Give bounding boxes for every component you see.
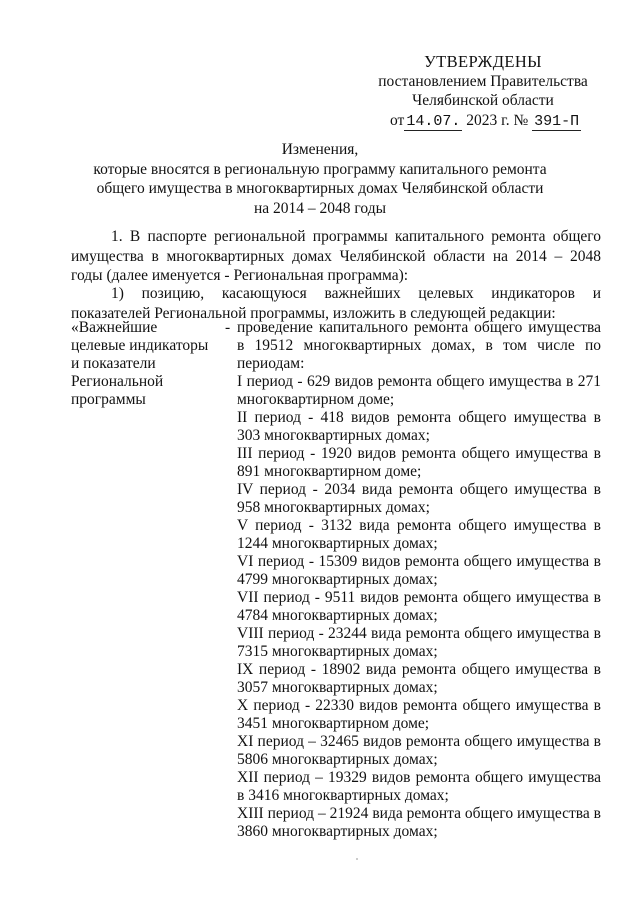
period-list	[237, 373, 601, 841]
period-item: X период - 22330 видов ремонта общего имущества в 3451 многоквартирном доме;	[237, 697, 601, 732]
approval-date-line	[372, 111, 594, 132]
approval-number: 391-П	[534, 112, 580, 130]
period-item: II период - 418 видов ремонта общего имущества в 303 многоквартирных домах;	[237, 409, 601, 444]
period-item: I период - 629 видов ремонта общего имущества в 271 многоквартирном доме;	[237, 373, 601, 408]
period-item: III период - 1920 видов ремонта общего имущества в 891 многоквартирном доме;	[237, 445, 601, 480]
indicator-label-line: Региональной	[71, 373, 164, 390]
approval-line-government: постановлением Правительства	[378, 72, 588, 90]
approval-line-region: Челябинской области	[412, 92, 554, 109]
title-line-2: которые вносятся в региональную программу капитального ремонта	[93, 160, 547, 178]
period-item: VII период - 9511 видов ремонта общего имущества в 4784 многоквартирных домах;	[237, 589, 601, 624]
period-item: XIII период – 21924 вида ремонта общего имущества в 3860 многоквартирных домах;	[237, 805, 601, 840]
period-item: XI период – 32465 видов ремонта общего имущества в 5806 многоквартирных домах;	[237, 733, 601, 768]
paragraph-1-text: 1. В паспорте региональной программы капитального ремонта общего имущества в многоквартирных домах Челябинской области на 2014 – 2048 годы (далее именуется - Региональная программа):	[71, 228, 601, 284]
intro-item: проведение капитального ремонта общего имущества в 19512 многоквартирных домах, в том числе по периодам:	[237, 319, 601, 372]
paragraph-2	[71, 284, 601, 323]
document-title	[40, 140, 600, 218]
indicator-label-line: программы	[71, 391, 146, 408]
approval-year-number-label: 2023 г. №	[466, 111, 529, 129]
title-line-4: на 2014 – 2048 годы	[254, 199, 386, 217]
approval-date: 14.07.	[406, 112, 461, 130]
period-item: XII период – 19329 видов ремонта общего имущества в 3416 многоквартирных домах;	[237, 769, 601, 804]
scan-speck	[356, 858, 358, 860]
label-dash: -	[225, 319, 231, 336]
indicator-label-cell	[71, 319, 223, 409]
approval-stamp	[372, 52, 594, 131]
indicator-value-cell	[237, 319, 601, 841]
approval-title: УТВЕРЖДЕНЫ	[424, 52, 542, 71]
title-line-1: Изменения,	[281, 141, 359, 158]
period-item: VIII период - 23244 вида ремонта общего имущества в 7315 многоквартирных домах;	[237, 625, 601, 660]
indicator-label-line: целевые индикаторы	[71, 337, 209, 354]
title-line-3: общего имущества в многоквартирных домах Челябинской области	[96, 180, 544, 197]
period-item: IV период - 2034 вида ремонта общего имущества в 958 многоквартирных домах;	[237, 481, 601, 516]
paragraph-2-text: 1) позицию, касающуюся важнейших целевых индикаторов и показателей Региональной программы, изложить в следующей редакции:	[71, 285, 601, 322]
indicator-label-line: и показатели	[71, 355, 156, 372]
period-item: VI период - 15309 видов ремонта общего имущества в 4799 многоквартирных домах;	[237, 553, 601, 588]
period-item: IX период - 18902 вида ремонта общего имущества в 3057 многоквартирных домах;	[237, 661, 601, 696]
approval-prefix: от	[390, 111, 405, 129]
indicator-label-line: «Важнейшие	[71, 319, 158, 336]
period-item: V период - 3132 вида ремонта общего имущества в 1244 многоквартирных домах;	[237, 517, 601, 552]
paragraph-1	[71, 227, 601, 286]
